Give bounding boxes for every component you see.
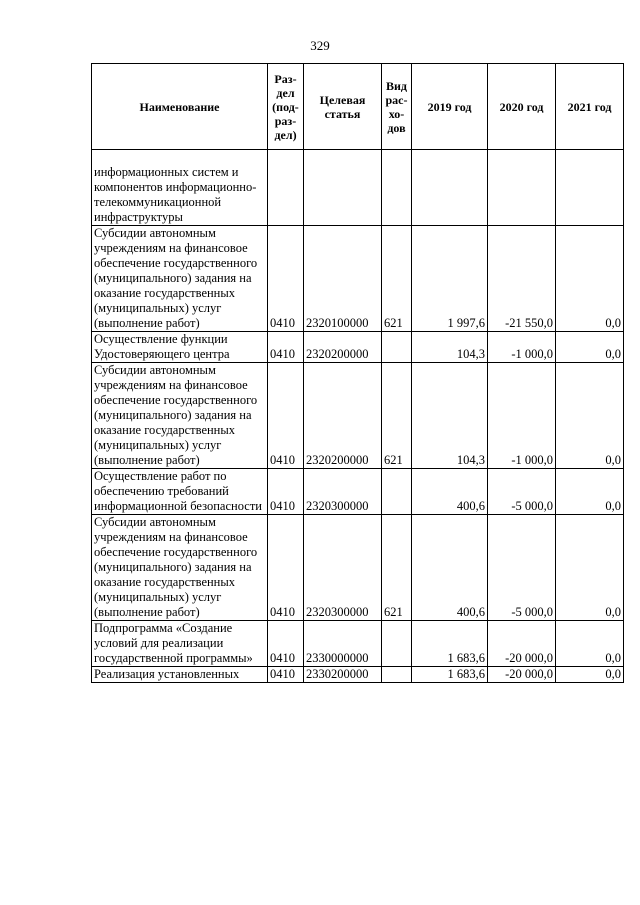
row-2020: -20 000,0	[488, 621, 556, 667]
row-section: 0410	[268, 469, 304, 515]
row-2020: -5 000,0	[488, 515, 556, 621]
row-2020: -1 000,0	[488, 363, 556, 469]
table-row	[92, 667, 624, 683]
header-target	[304, 64, 382, 150]
table-row	[92, 621, 624, 667]
row-expense	[382, 621, 412, 667]
row-2019: 1 683,6	[412, 621, 488, 667]
header-row	[92, 64, 624, 150]
row-expense	[382, 469, 412, 515]
row-2019: 400,6	[412, 469, 488, 515]
row-2021: 0,0	[556, 621, 624, 667]
header-section-l4: раз-	[274, 113, 297, 128]
row-2020: -5 000,0	[488, 469, 556, 515]
row-expense	[382, 150, 412, 226]
row-2019: 104,3	[412, 332, 488, 363]
row-section: 0410	[268, 667, 304, 683]
row-target: 2320300000	[304, 515, 382, 621]
row-name: Субсидии автономным учреждениям на финансовое обеспечение государственного (муниципального) задания на оказание государственных (муниципальных) услуг (выполнение работ)	[92, 226, 268, 332]
budget-table	[91, 63, 624, 683]
row-2019: 1 683,6	[412, 667, 488, 683]
row-name: Субсидии автономным учреждениям на финансовое обеспечение государственного (муниципального) задания на оказание государственных (муниципальных) услуг (выполнение работ)	[92, 515, 268, 621]
row-2021	[556, 150, 624, 226]
header-section	[268, 64, 304, 150]
table-row	[92, 363, 624, 469]
header-section-l3: (под-	[272, 99, 299, 114]
header-2020: 2020 год	[488, 64, 556, 150]
header-expense	[382, 64, 412, 150]
table-row	[92, 469, 624, 515]
row-name: Осуществление функции Удостоверяющего центра	[92, 332, 268, 363]
row-2019	[412, 150, 488, 226]
header-target-l1: Целевая	[319, 92, 366, 107]
row-target: 2330200000	[304, 667, 382, 683]
row-section: 0410	[268, 332, 304, 363]
row-name: Подпрограмма «Создание условий для реализации государственной программы»	[92, 621, 268, 667]
header-expense-l4: дов	[387, 120, 406, 135]
row-2021: 0,0	[556, 515, 624, 621]
row-2019: 400,6	[412, 515, 488, 621]
row-2021: 0,0	[556, 226, 624, 332]
row-2021: 0,0	[556, 332, 624, 363]
header-name: Наименование	[92, 64, 268, 150]
row-target	[304, 150, 382, 226]
row-2020: -1 000,0	[488, 332, 556, 363]
row-section: 0410	[268, 515, 304, 621]
row-2019: 1 997,6	[412, 226, 488, 332]
row-expense: 621	[382, 363, 412, 469]
row-2019: 104,3	[412, 363, 488, 469]
header-expense-l2: рас-	[385, 92, 408, 107]
row-expense	[382, 332, 412, 363]
row-target: 2320200000	[304, 332, 382, 363]
row-target: 2320200000	[304, 363, 382, 469]
row-name: Реализация установленных	[92, 667, 268, 683]
header-2019: 2019 год	[412, 64, 488, 150]
row-2020: -21 550,0	[488, 226, 556, 332]
row-section: 0410	[268, 363, 304, 469]
row-section: 0410	[268, 226, 304, 332]
row-2021: 0,0	[556, 469, 624, 515]
row-2021: 0,0	[556, 363, 624, 469]
header-expense-l3: хо-	[388, 106, 405, 121]
table-row	[92, 515, 624, 621]
row-expense: 621	[382, 226, 412, 332]
row-2021: 0,0	[556, 667, 624, 683]
header-section-l2: дел	[276, 85, 295, 100]
row-2020	[488, 150, 556, 226]
header-section-l1: Раз-	[274, 71, 297, 86]
page-number: 329	[310, 38, 330, 53]
row-target: 2330000000	[304, 621, 382, 667]
header-expense-l1: Вид	[386, 78, 407, 93]
row-expense	[382, 667, 412, 683]
row-target: 2320100000	[304, 226, 382, 332]
table-row	[92, 150, 624, 226]
header-target-l2: статья	[324, 106, 361, 121]
header-2021: 2021 год	[556, 64, 624, 150]
row-name: Субсидии автономным учреждениям на финансовое обеспечение государственного (муниципального) задания на оказание государственных (муниципальных) услуг (выполнение работ)	[92, 363, 268, 469]
table-row	[92, 332, 624, 363]
row-section: 0410	[268, 621, 304, 667]
row-name: Осуществление работ по обеспечению требований информационной безопасности	[92, 469, 268, 515]
row-section	[268, 150, 304, 226]
row-2020: -20 000,0	[488, 667, 556, 683]
row-expense: 621	[382, 515, 412, 621]
header-section-l5: дел)	[274, 127, 297, 142]
row-name: информационных систем и компонентов информационно-телекоммуникационной инфраструктуры	[92, 150, 268, 226]
row-target: 2320300000	[304, 469, 382, 515]
table-row	[92, 226, 624, 332]
